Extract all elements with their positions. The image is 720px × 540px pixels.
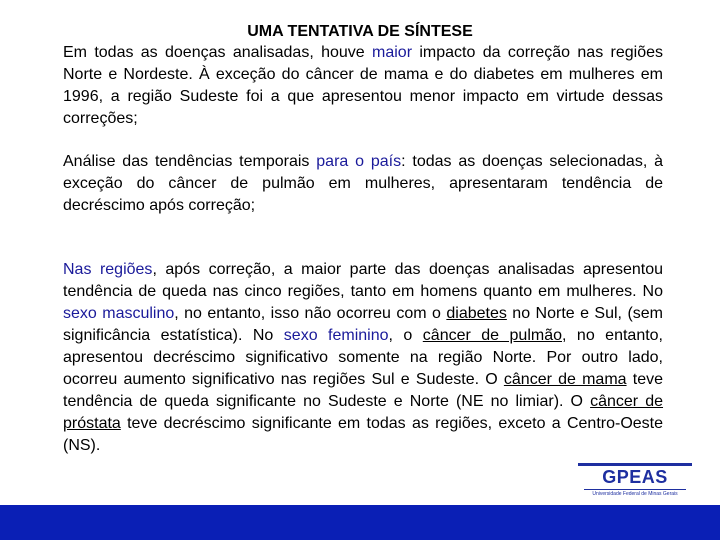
- text-segment: Análise das tendências temporais: [63, 153, 317, 170]
- highlight-sexo-masculino: sexo masculino: [63, 305, 175, 322]
- text-segment: , o: [388, 327, 423, 344]
- text-segment: Em todas as doenças analisadas, houve: [63, 44, 373, 61]
- text-segment: teve tendência de queda significante no Sudeste e Norte (NE no limiar). O: [63, 371, 664, 410]
- logo-text: GPEAS: [602, 467, 668, 487]
- gpeas-logo: [578, 463, 692, 501]
- underline-cancer-prostata: câncer de próstata: [63, 393, 664, 432]
- paragraph-country-trends: [63, 151, 663, 217]
- underline-cancer-mama: câncer de mama: [503, 371, 627, 388]
- text-segment: , no entanto, isso não ocorreu com o: [174, 305, 447, 322]
- text-segment: , após correção, a maior parte das doenças analisadas apresentou tendência de queda nas cinco regiões, tanto em homens quanto em mulheres. No: [63, 261, 663, 300]
- paragraph-regions: [63, 259, 663, 457]
- text-segment: teve decréscimo significante em todas as regiões, exceto a Centro-Oeste (NS).: [63, 415, 663, 454]
- highlight-maior: maior: [372, 44, 413, 61]
- highlight-sexo-feminino: sexo feminino: [283, 327, 389, 344]
- paragraph-impact: [63, 42, 663, 130]
- text-segment: no Norte e Sul, (sem significância estatística). No: [63, 305, 663, 344]
- underline-cancer-pulmao: câncer de pulmão: [422, 327, 563, 344]
- logo-top-rule: [578, 463, 692, 466]
- text-segment: impacto da correção nas regiões Norte e Nordeste. À exceção do câncer de mama e do diabetes em mulheres em 1996, a região Sudeste foi a que apresentou menor impacto em virtude dessas correções;: [63, 44, 663, 127]
- logo-bottom-rule: [584, 489, 686, 490]
- text-segment: : todas as doenças selecionadas, à exceção do câncer de pulmão em mulheres, apresentaram tendência de decréscimo após correção;: [63, 153, 664, 214]
- logo-subtitle: Universidade Federal de Minas Gerais: [592, 491, 678, 497]
- underline-diabetes: diabetes: [446, 305, 507, 322]
- highlight-para-o-pais: para o país: [316, 153, 402, 170]
- footer-bar: [0, 505, 720, 540]
- page-title: UMA TENTATIVA DE SÍNTESE: [247, 23, 473, 40]
- text-segment: , no entanto, apresentou decréscimo significativo somente na região Norte. Por outro lado, ocorreu aumento significativo nas regiões Sul e Sudeste. O: [63, 327, 664, 388]
- highlight-nas-regioes: Nas regiões: [63, 261, 153, 278]
